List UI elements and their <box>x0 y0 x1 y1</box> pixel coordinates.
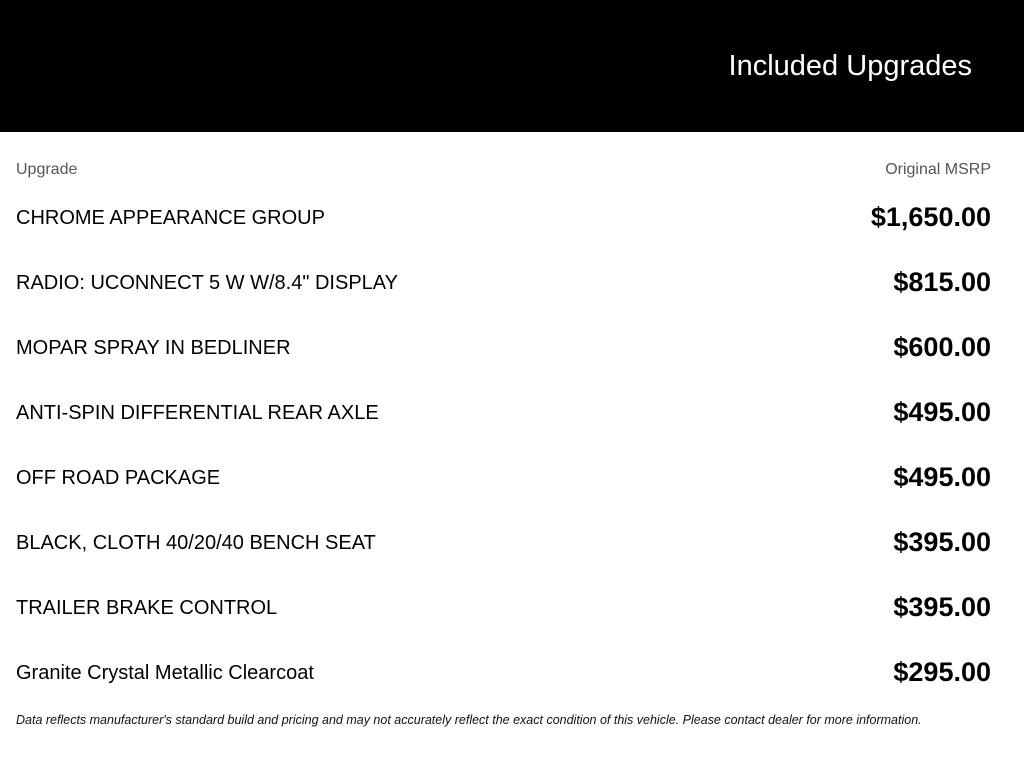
list-item <box>16 185 991 250</box>
list-item <box>16 510 991 575</box>
upgrade-price: $395.00 <box>893 592 991 622</box>
upgrade-column-header: Upgrade <box>16 161 78 178</box>
upgrades-list <box>16 185 991 705</box>
upgrade-price: $495.00 <box>893 462 991 492</box>
list-item <box>16 315 991 380</box>
upgrade-name: ANTI-SPIN DIFFERENTIAL REAR AXLE <box>16 402 379 424</box>
upgrade-name: OFF ROAD PACKAGE <box>16 467 221 489</box>
upgrade-price: $395.00 <box>893 527 991 557</box>
list-item <box>16 380 991 445</box>
upgrade-name: CHROME APPEARANCE GROUP <box>16 207 325 229</box>
disclaimer-text: Data reflects manufacturer's standard build and pricing and may not accurately reflect the exact condition of this vehicle. Please contact dealer for more information. <box>16 713 922 727</box>
upgrade-price: $600.00 <box>893 332 991 362</box>
upgrade-name: TRAILER BRAKE CONTROL <box>16 597 278 619</box>
upgrade-price: $295.00 <box>893 657 991 687</box>
upgrade-price: $495.00 <box>893 397 991 427</box>
list-item <box>16 445 991 510</box>
upgrade-price: $815.00 <box>893 267 991 297</box>
upgrade-name: RADIO: UCONNECT 5 W W/8.4" DISPLAY <box>16 272 398 294</box>
list-item <box>16 250 991 315</box>
upgrade-name: Granite Crystal Metallic Clearcoat <box>16 662 314 684</box>
column-headers <box>16 160 991 180</box>
upgrade-name: BLACK, CLOTH 40/20/40 BENCH SEAT <box>16 532 376 554</box>
upgrade-price: $1,650.00 <box>870 202 991 232</box>
upgrade-name: MOPAR SPRAY IN BEDLINER <box>16 337 291 359</box>
list-item <box>16 575 991 640</box>
msrp-column-header: Original MSRP <box>885 161 991 178</box>
header-banner <box>0 0 1024 132</box>
page-title: Included Upgrades <box>728 50 972 82</box>
list-item <box>16 640 991 705</box>
